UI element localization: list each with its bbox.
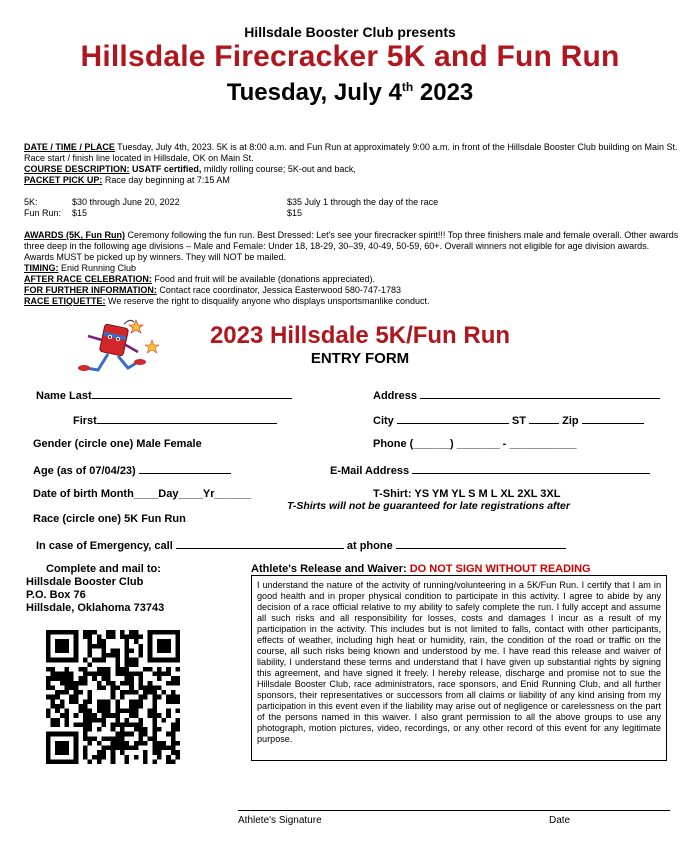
state-line[interactable] <box>529 413 559 424</box>
after-race <box>24 274 679 285</box>
signature-line[interactable] <box>238 810 670 811</box>
address-label: Address <box>373 390 418 402</box>
event-date <box>0 79 700 107</box>
entry-form-title: 2023 Hillsdale 5K/Fun Run <box>209 322 511 349</box>
state-label: ST <box>511 415 526 427</box>
course-description <box>24 164 679 175</box>
address-field[interactable] <box>373 388 660 402</box>
fee-funrun-early: $15 <box>72 208 88 218</box>
athlete-signature-label: Athlete's Signature <box>238 815 322 826</box>
waiver-heading <box>251 563 591 575</box>
emergency-contact-field[interactable] <box>36 538 566 552</box>
first-name-label: First <box>73 415 97 427</box>
after-race-label: AFTER RACE CELEBRATION: <box>24 274 152 284</box>
city-line[interactable] <box>397 413 509 424</box>
zip-line[interactable] <box>582 413 644 424</box>
at-phone-label: at phone <box>346 540 393 552</box>
emergency-phone-line[interactable] <box>396 538 566 549</box>
further-info-text: Contact race coordinator, Jessica Easterwood 580-747-1783 <box>156 285 401 295</box>
city-label: City <box>373 415 394 427</box>
timing-text: Enid Running Club <box>58 263 137 273</box>
emergency-label: In case of Emergency, call <box>36 540 173 552</box>
tshirt-note: T-Shirts will not be guaranteed for late registrations after <box>287 500 570 512</box>
email-label: E-Mail Address <box>330 465 410 477</box>
tshirt-size-field[interactable]: T-Shirt: YS YM YL S M L XL 2XL 3XL <box>373 488 561 500</box>
event-date-suffix: th <box>401 80 414 94</box>
last-name-line[interactable] <box>92 388 292 399</box>
fee-5k-early: $30 through June 20, 2022 <box>72 197 180 207</box>
mail-line-1: Hillsdale Booster Club <box>26 576 144 588</box>
event-title: Hillsdale Firecracker 5K and Fun Run <box>80 40 620 73</box>
address-line[interactable] <box>420 388 660 399</box>
date-time-place-label: DATE / TIME / PLACE <box>24 142 115 152</box>
age-field[interactable] <box>33 463 231 477</box>
email-line[interactable] <box>412 463 650 474</box>
course-text: mildly rolling course; 5K-out and back, <box>201 164 356 174</box>
packet-label: PACKET PICK UP: <box>24 175 103 185</box>
email-field[interactable] <box>330 463 650 477</box>
etiquette-label: RACE ETIQUETTE: <box>24 296 106 306</box>
age-label: Age (as of 07/04/23) <box>33 465 136 477</box>
mail-line-2: P.O. Box 76 <box>26 589 86 601</box>
timing <box>24 263 679 274</box>
fee-5k-label: 5K: <box>24 197 38 207</box>
waiver-warning: DO NOT SIGN WITHOUT READING <box>409 563 591 575</box>
city-state-zip-field[interactable] <box>373 413 644 427</box>
event-date-year: 2023 <box>413 79 474 106</box>
after-race-text: Food and fruit will be available (donations appreciated). <box>151 274 375 284</box>
further-info <box>24 285 679 296</box>
zip-label: Zip <box>562 415 579 427</box>
gender-field[interactable]: Gender (circle one) Male Female <box>33 438 202 450</box>
age-line[interactable] <box>139 463 231 474</box>
race-choice-field[interactable]: Race (circle one) 5K Fun Run <box>33 513 186 525</box>
event-date-main: Tuesday, July 4 <box>226 79 402 106</box>
phone-field[interactable]: Phone (______) _______ - ___________ <box>373 438 577 450</box>
qr-code-icon[interactable] <box>46 630 180 764</box>
signature-date-label: Date <box>549 815 571 826</box>
further-info-label: FOR FURTHER INFORMATION: <box>24 285 157 295</box>
fee-funrun-label: Fun Run: <box>24 208 62 218</box>
date-time-place-text: Tuesday, July 4th, 2023. 5K is at 8:00 a.m. and Fun Run at approximately 9:00 a.m. in front of the Hillsdale Booster Club building on Main St. Race start / finish line located in Hillsdale, OK on Main St. <box>24 142 678 163</box>
timing-label: TIMING: <box>24 263 59 273</box>
last-name-field[interactable] <box>36 388 292 402</box>
fee-funrun-late: $15 <box>287 208 303 218</box>
race-etiquette <box>24 296 679 307</box>
awards-text: Ceremony following the fun run. Best Dressed: Let's see your firecracker spirit!!! Top three finishers male and female overall. Other awards three deep in the following age divisions – Male and Female: Under 18, 18-29, 30–39, 40-49, 50-59, 60+. Overall winners not eligible for age division awards. Awards MUST be picked up by winners. They will NOT be mailed. <box>24 230 679 262</box>
last-name-label: Name Last <box>36 390 92 402</box>
packet-text: Race day beginning at 7:15 AM <box>102 175 230 185</box>
etiquette-text: We reserve the right to disqualify anyone who displays unsportsmanlike conduct. <box>105 296 430 306</box>
course-label: COURSE DESCRIPTION: <box>24 164 130 174</box>
waiver-text-box: I understand the nature of the activity of running/volunteering in a 5K/Fun Run. I certify that I am in good health and in proper physical condition to participate in this activity. I agree to abide by any decision of a race official relative to my ability to safely complete the run. I fully accept and assume all such risks and all responsibility for losses, costs and damages I incur as a result of my participation in the activity. This includes but is not limited to falls, contact with other participants, effects of weather, including high heat or humidity, rain, the condition of the road or traffic on the course, all such risks being known and understood by me. I have read this release and waiver of liability, I understand these terms and understand that I have given up substantial rights by signing this agreement, and have signed it freely. I hereby release, discharge and promise not to sue the Hillsdale Booster Club, race administrators, race sponsors, and Enid Running Club, and all further sponsors, their representatives or successors from all claims or liability of any kind arising from my participation in this event even if the liability may arise out of negligence or carelessness on the part of the persons named in this waiver. I also grant permission to all the above groups to use any photograph, motion pictures, video, recordings, or any other record of this event for any legitimate purpose. <box>251 575 667 761</box>
entry-form-subtitle: ENTRY FORM <box>310 350 410 367</box>
date-time-place <box>24 142 679 164</box>
mail-heading: Complete and mail to: <box>46 563 161 575</box>
packet-pickup <box>24 175 679 186</box>
mail-line-3: Hillsdale, Oklahoma 73743 <box>26 602 165 614</box>
awards <box>24 230 679 263</box>
course-certified: USATF certified, <box>129 164 202 174</box>
awards-label: AWARDS (5K, Fun Run) <box>24 230 125 240</box>
dob-field[interactable]: Date of birth Month____Day____Yr______ <box>33 488 252 500</box>
first-name-field[interactable] <box>73 413 277 427</box>
presenter-line: Hillsdale Booster Club presents <box>244 24 456 40</box>
waiver-heading-label: Athlete's Release and Waiver: <box>251 563 410 575</box>
fee-5k-late: $35 July 1 through the day of the race <box>287 197 439 207</box>
first-name-line[interactable] <box>97 413 277 424</box>
mail-to-block <box>26 563 206 615</box>
emergency-name-line[interactable] <box>176 538 344 549</box>
